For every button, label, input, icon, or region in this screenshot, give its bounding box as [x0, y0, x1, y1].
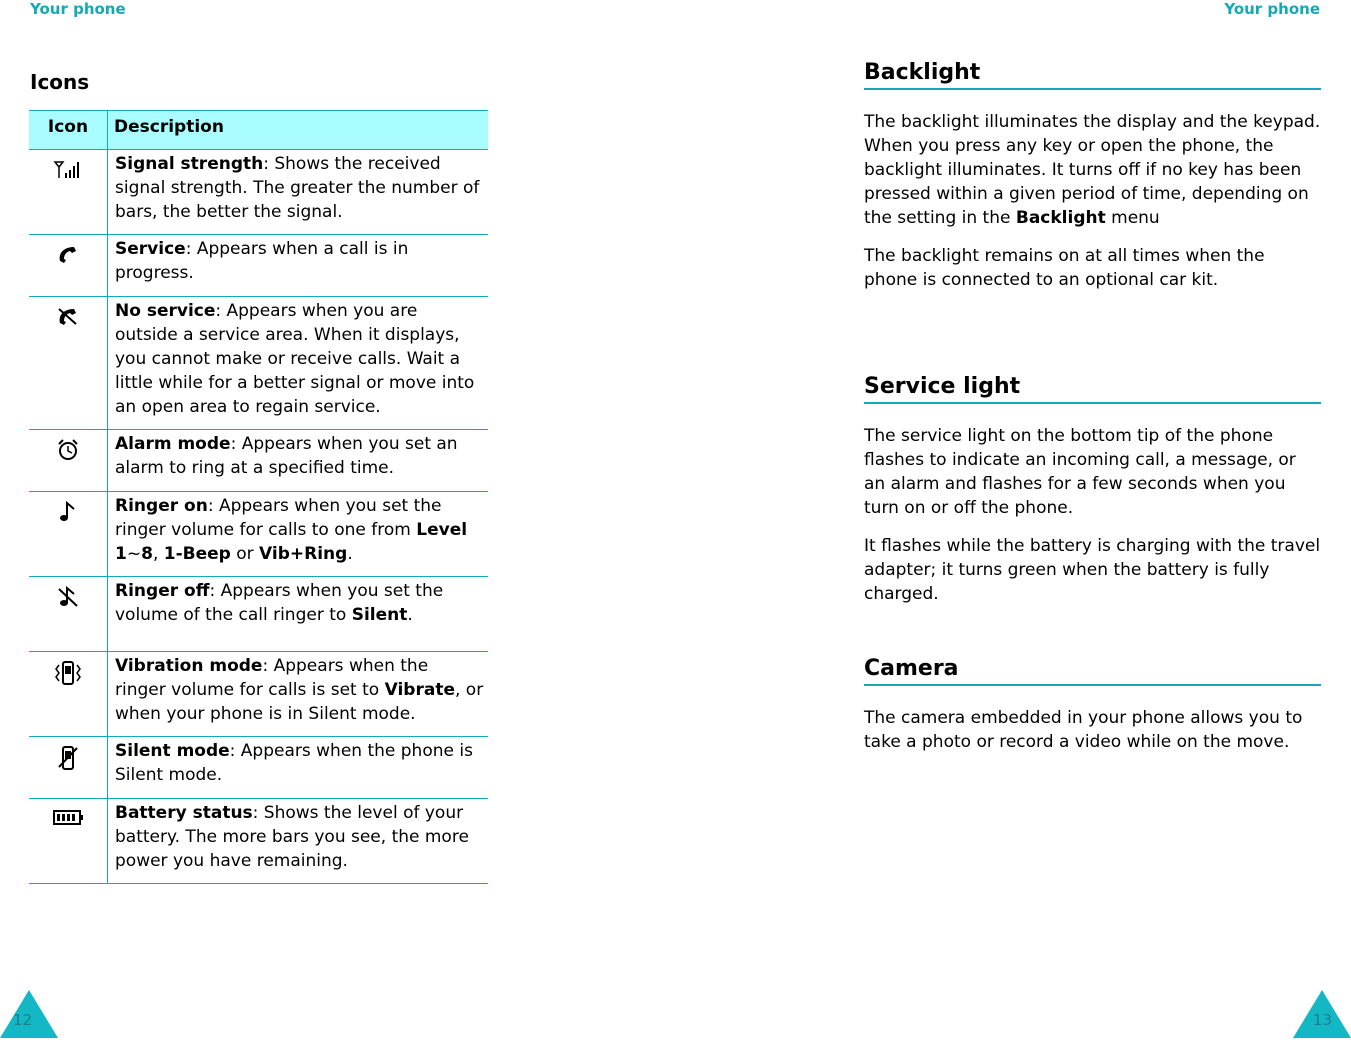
no-service-icon [54, 305, 82, 327]
vibration-icon [52, 660, 84, 686]
table-row [29, 652, 488, 737]
backlight-paragraph-2: The backlight remains on at all times when the phone is connected to an optional car kit. [864, 246, 1265, 290]
table-row [29, 430, 488, 492]
camera-title: Camera [864, 656, 1321, 686]
icons-table [29, 110, 488, 884]
ringer-on-icon [56, 500, 80, 524]
silent-mode-icon [56, 745, 80, 771]
row-description: Ringer off: Appears when you set the volume of the call ringer to Silent. [108, 577, 489, 652]
backlight-title: Backlight [864, 60, 1321, 90]
table-row [29, 737, 488, 799]
table-row [29, 297, 488, 430]
service-light-section [864, 374, 1321, 606]
table-row [29, 577, 488, 652]
signal-strength-icon [53, 158, 83, 180]
service-light-paragraph-1: The service light on the bottom tip of the phone flashes to indicate an incoming call, a message, or an alarm and flashes for a few seconds when you turn on or off the phone. [864, 426, 1296, 518]
alarm-icon [55, 438, 81, 462]
row-description: Alarm mode: Appears when you set an alarm to ring at a specified time. [108, 430, 489, 492]
backlight-paragraph-1: The backlight illuminates the display and the keypad. When you press any key or open the phone, the backlight illuminates. It turns off if no key has been pressed within a given period of time, depending on the setting in the Backlight menu [864, 112, 1321, 228]
backlight-section [864, 60, 1321, 292]
row-description: Battery status: Shows the level of your battery. The more bars you see, the more power you have remaining. [108, 799, 489, 884]
ringer-off-icon [56, 585, 80, 609]
row-description: Signal strength: Shows the received signal strength. The greater the number of bars, the better the signal. [108, 150, 489, 235]
service-icon [54, 243, 82, 265]
icons-section-title: Icons [30, 70, 90, 94]
row-description: Ringer on: Appears when you set the ringer volume for calls to one from Level 1~8, 1-Beep or Vib+Ring. [108, 492, 489, 577]
table-row [29, 150, 488, 235]
battery-icon [52, 807, 84, 827]
table-row [29, 799, 488, 884]
table-row [29, 235, 488, 297]
camera-paragraph: The camera embedded in your phone allows you to take a photo or record a video while on the move. [864, 708, 1303, 752]
service-light-paragraph-2: It flashes while the battery is charging with the travel adapter; it turns green when the battery is fully charged. [864, 536, 1321, 604]
service-light-title: Service light [864, 374, 1321, 404]
running-header-right: Your phone [1224, 0, 1320, 18]
running-header-left: Your phone [30, 0, 126, 18]
row-description: No service: Appears when you are outside a service area. When it displays, you cannot make or receive calls. Wait a little while for a better signal or move into an open area to regain service. [108, 297, 489, 430]
page-number-right: 13 [1291, 990, 1351, 1038]
row-description: Service: Appears when a call is in progress. [108, 235, 489, 297]
camera-section [864, 656, 1321, 754]
table-row [29, 492, 488, 577]
description-column-header: Description [108, 111, 489, 150]
page-number-left: 12 [0, 990, 60, 1038]
table-header-row [29, 111, 488, 150]
icon-column-header: Icon [29, 111, 108, 150]
row-description: Silent mode: Appears when the phone is Silent mode. [108, 737, 489, 799]
row-description: Vibration mode: Appears when the ringer volume for calls is set to Vibrate, or when your phone is in Silent mode. [108, 652, 489, 737]
